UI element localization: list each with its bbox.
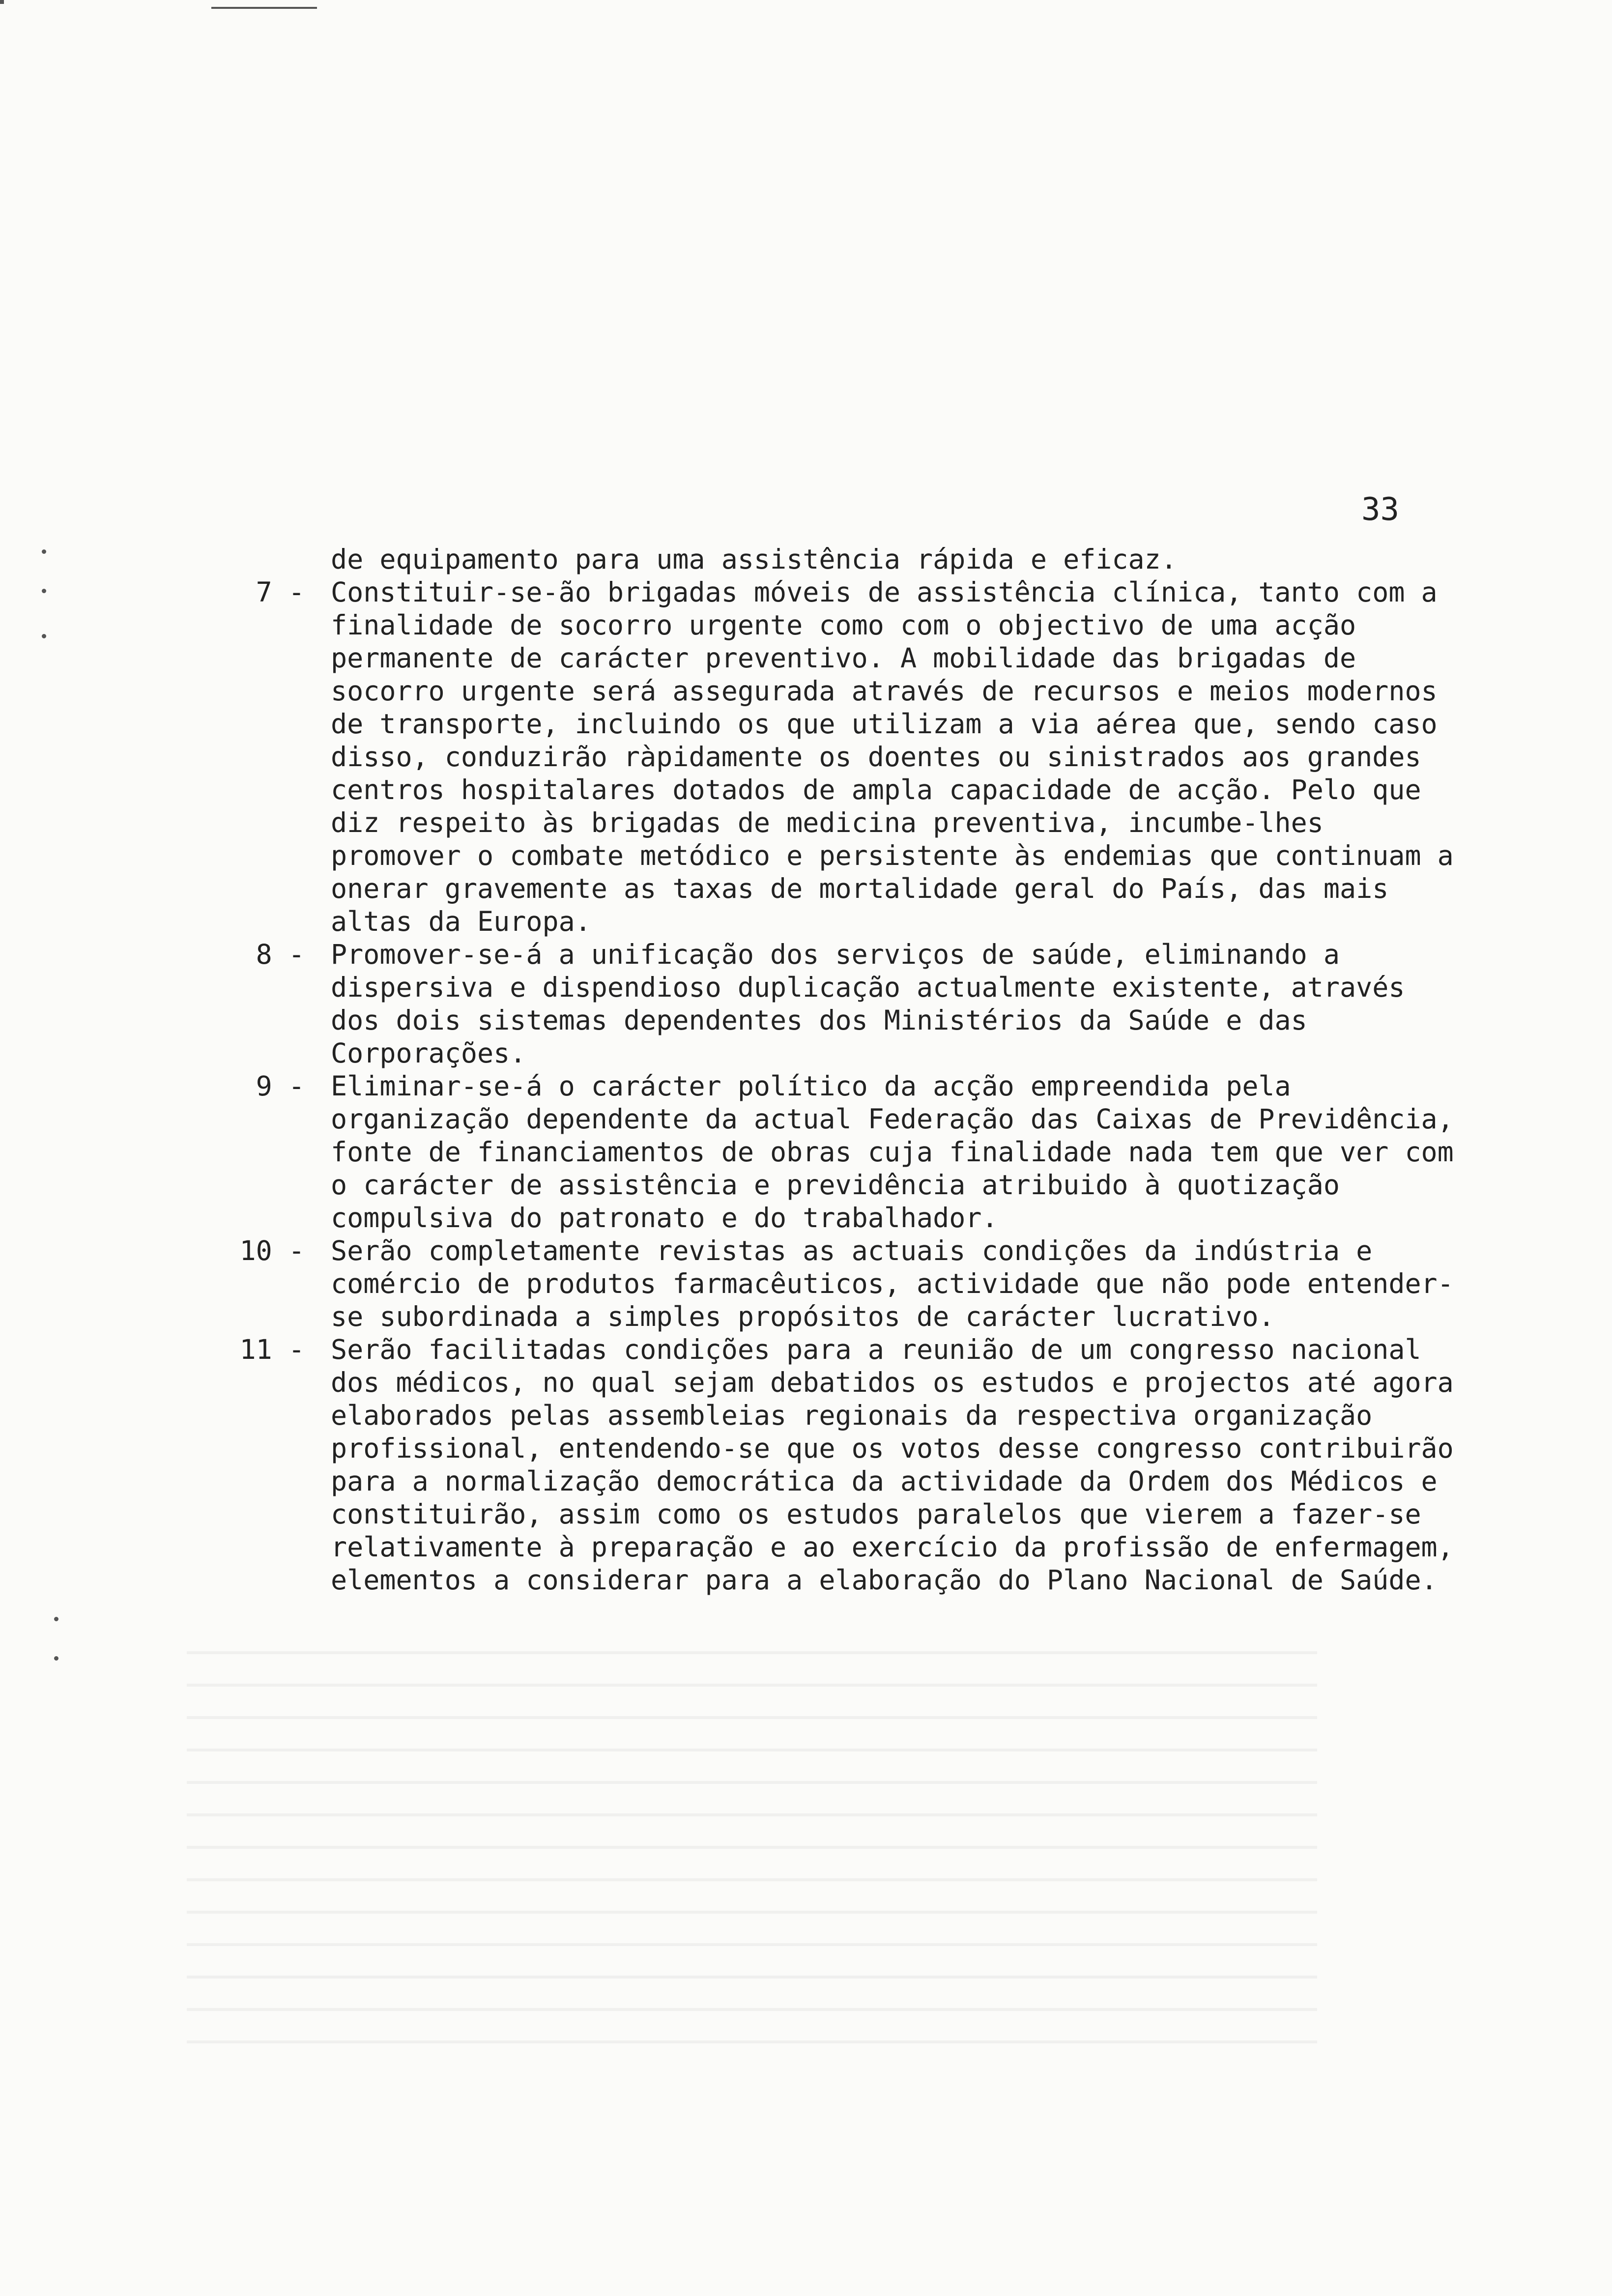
punch-hole-mark	[54, 1617, 58, 1621]
list-item	[0, 1333, 1612, 1597]
item-number: 11 -	[239, 1334, 305, 1365]
punch-hole-mark	[42, 549, 46, 554]
item-text: Serão facilitadas condições para a reunião de um congresso nacional dos médicos, no qual sejam debatidos os estudos e projectos até agora elaborados pelas assembleias regionais da respectiva organização profissional, entendendo-se que os votos desse congresso contribuirão para a normalização democrática da actividade da Ordem dos Médicos e constituirão, assim como os estudos paralelos que vierem a fazer-se relativamente à preparação e ao exercício da profissão de enfermagem, elementos a considerar para a elaboração do Plano Nacional de Saúde.	[331, 1334, 1454, 1596]
item-number: 7 -	[256, 576, 305, 608]
list-item	[0, 938, 1612, 1070]
list-item	[0, 576, 1612, 938]
show-through-bleed	[187, 1651, 1317, 2044]
punch-hole-mark	[54, 1656, 58, 1661]
list-item	[0, 1070, 1612, 1234]
numbered-list	[0, 576, 1612, 1597]
item-number: 8 -	[256, 939, 305, 970]
scan-mark-top	[211, 7, 317, 9]
item-number: 10 -	[239, 1235, 305, 1266]
item-text: Constituir-se-ão brigadas móveis de assistência clínica, tanto com a finalidade de socorro urgente como com o objectivo de uma acção permanente de carácter preventivo. A mobilidade das brigadas de socorro urgente será assegurada através de recursos e meios modernos de transporte, incluindo os que utilizam a via aérea que, sendo caso disso, conduzirão ràpidamente os doentes ou sinistrados aos grandes centros hospitalares dotados de ampla capacidade de acção. Pelo que diz respeito às brigadas de medicina preventiva, incumbe-lhes promover o combate metódico e persistente às endemias que continuam a onerar gravemente as taxas de mortalidade geral do País, das mais altas da Europa.	[331, 576, 1454, 937]
continuation-line: de equipamento para uma assistência rápida e eficaz.	[331, 544, 1177, 575]
scan-mark-corner	[0, 0, 4, 4]
item-text: Promover-se-á a unificação dos serviços de saúde, eliminando a dispersiva e dispendioso duplicação actualmente existente, através dos dois sistemas dependentes dos Ministérios da Saúde e das Corporações.	[331, 939, 1405, 1069]
item-text: Serão completamente revistas as actuais condições da indústria e comércio de produtos farmacêuticos, actividade que não pode entender-se subordinada a simples propósitos de carácter lucrativo.	[331, 1235, 1454, 1332]
item-number: 9 -	[256, 1070, 305, 1102]
list-item	[0, 1234, 1612, 1333]
page-number: 33	[1361, 491, 1400, 528]
item-text: Eliminar-se-á o carácter político da acção empreendida pela organização dependente da actual Federação das Caixas de Previdência, fonte de financiamentos de obras cuja finalidade nada tem que ver com o carácter de assistência e previdência atribuido à quotização compulsiva do patronato e do trabalhador.	[331, 1070, 1454, 1234]
